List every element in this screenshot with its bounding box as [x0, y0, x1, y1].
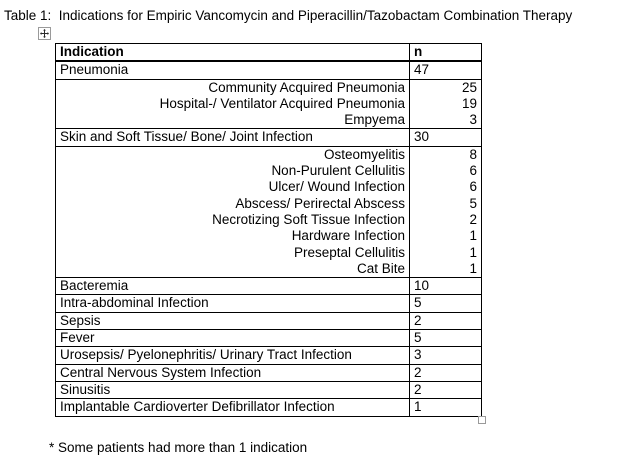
col-header-n: n: [410, 44, 482, 62]
indication-cell: Implantable Cardioverter Defibrillator Infection: [56, 399, 410, 416]
sub-n-group: [410, 79, 482, 129]
indication-cell: Urosepsis/ Pyelonephritis/ Urinary Tract Infection: [56, 347, 410, 364]
n-cell: 47: [410, 61, 482, 79]
sub-n-group: [410, 146, 482, 277]
sub-indication: Abscess/ Perirectal Abscess: [235, 195, 405, 211]
table-caption: Table 1: Indications for Empiric Vancomycin and Piperacillin/Tazobactam Combination Therapy: [4, 8, 573, 23]
sub-indication-group: [56, 79, 410, 129]
sub-n: 1: [469, 260, 477, 276]
n-cell: 30: [410, 129, 482, 146]
indication-cell: Sinusitis: [56, 381, 410, 398]
indication-cell: Intra-abdominal Infection: [56, 295, 410, 312]
table-subgroup-row: [56, 146, 482, 277]
n-cell: 10: [410, 278, 482, 295]
indication-cell: Pneumonia: [56, 61, 410, 79]
n-cell: 5: [410, 330, 482, 347]
sub-indication: Non-Purulent Cellulitis: [271, 163, 405, 179]
sub-indication: Preseptal Cellulitis: [293, 244, 405, 260]
sub-indication: Hospital-/ Ventilator Acquired Pneumonia: [159, 95, 405, 111]
sub-indication: Community Acquired Pneumonia: [208, 79, 405, 95]
table-row: [56, 312, 482, 329]
footnote: * Some patients had more than 1 indication: [49, 440, 308, 455]
sub-n: 8: [469, 146, 477, 162]
table-row: [56, 330, 482, 347]
sub-n: 6: [469, 179, 477, 195]
table-row: [56, 381, 482, 398]
indication-cell: Fever: [56, 330, 410, 347]
n-cell: 1: [410, 399, 482, 416]
sub-indication-group: [56, 146, 410, 277]
table-row: [56, 364, 482, 381]
n-cell: 2: [410, 312, 482, 329]
n-cell: 5: [410, 295, 482, 312]
sub-indication: Cat Bite: [356, 260, 405, 276]
sub-indication: Osteomyelitis: [323, 146, 405, 162]
sub-indication: Necrotizing Soft Tissue Infection: [212, 211, 405, 227]
table-row: [56, 61, 482, 79]
n-cell: 2: [410, 381, 482, 398]
indication-cell: Sepsis: [56, 312, 410, 329]
sub-n: 25: [461, 79, 477, 95]
n-cell: 2: [410, 364, 482, 381]
indications-table: [55, 43, 482, 417]
n-cell: 3: [410, 347, 482, 364]
sub-indication: Hardware Infection: [291, 228, 405, 244]
sub-n: 1: [469, 244, 477, 260]
table-row: [56, 278, 482, 295]
table-header-row: [56, 44, 482, 62]
sub-indication: Empyema: [344, 112, 405, 128]
table-resize-handle[interactable]: [478, 416, 486, 424]
indication-cell: Skin and Soft Tissue/ Bone/ Joint Infection: [56, 129, 410, 146]
col-header-indication: Indication: [56, 44, 410, 62]
indication-cell: Bacteremia: [56, 278, 410, 295]
table-row: [56, 399, 482, 416]
sub-n: 1: [469, 228, 477, 244]
table-row: [56, 295, 482, 312]
sub-n: 5: [469, 195, 477, 211]
sub-indication: Ulcer/ Wound Infection: [268, 179, 405, 195]
table-subgroup-row: [56, 79, 482, 129]
table-move-handle[interactable]: [38, 27, 51, 40]
sub-n: 6: [469, 163, 477, 179]
move-icon: [40, 29, 49, 38]
indication-cell: Central Nervous System Infection: [56, 364, 410, 381]
sub-n: 19: [461, 95, 477, 111]
table-row: [56, 129, 482, 146]
table-row: [56, 347, 482, 364]
sub-n: 2: [469, 211, 477, 227]
sub-n: 3: [469, 112, 477, 128]
